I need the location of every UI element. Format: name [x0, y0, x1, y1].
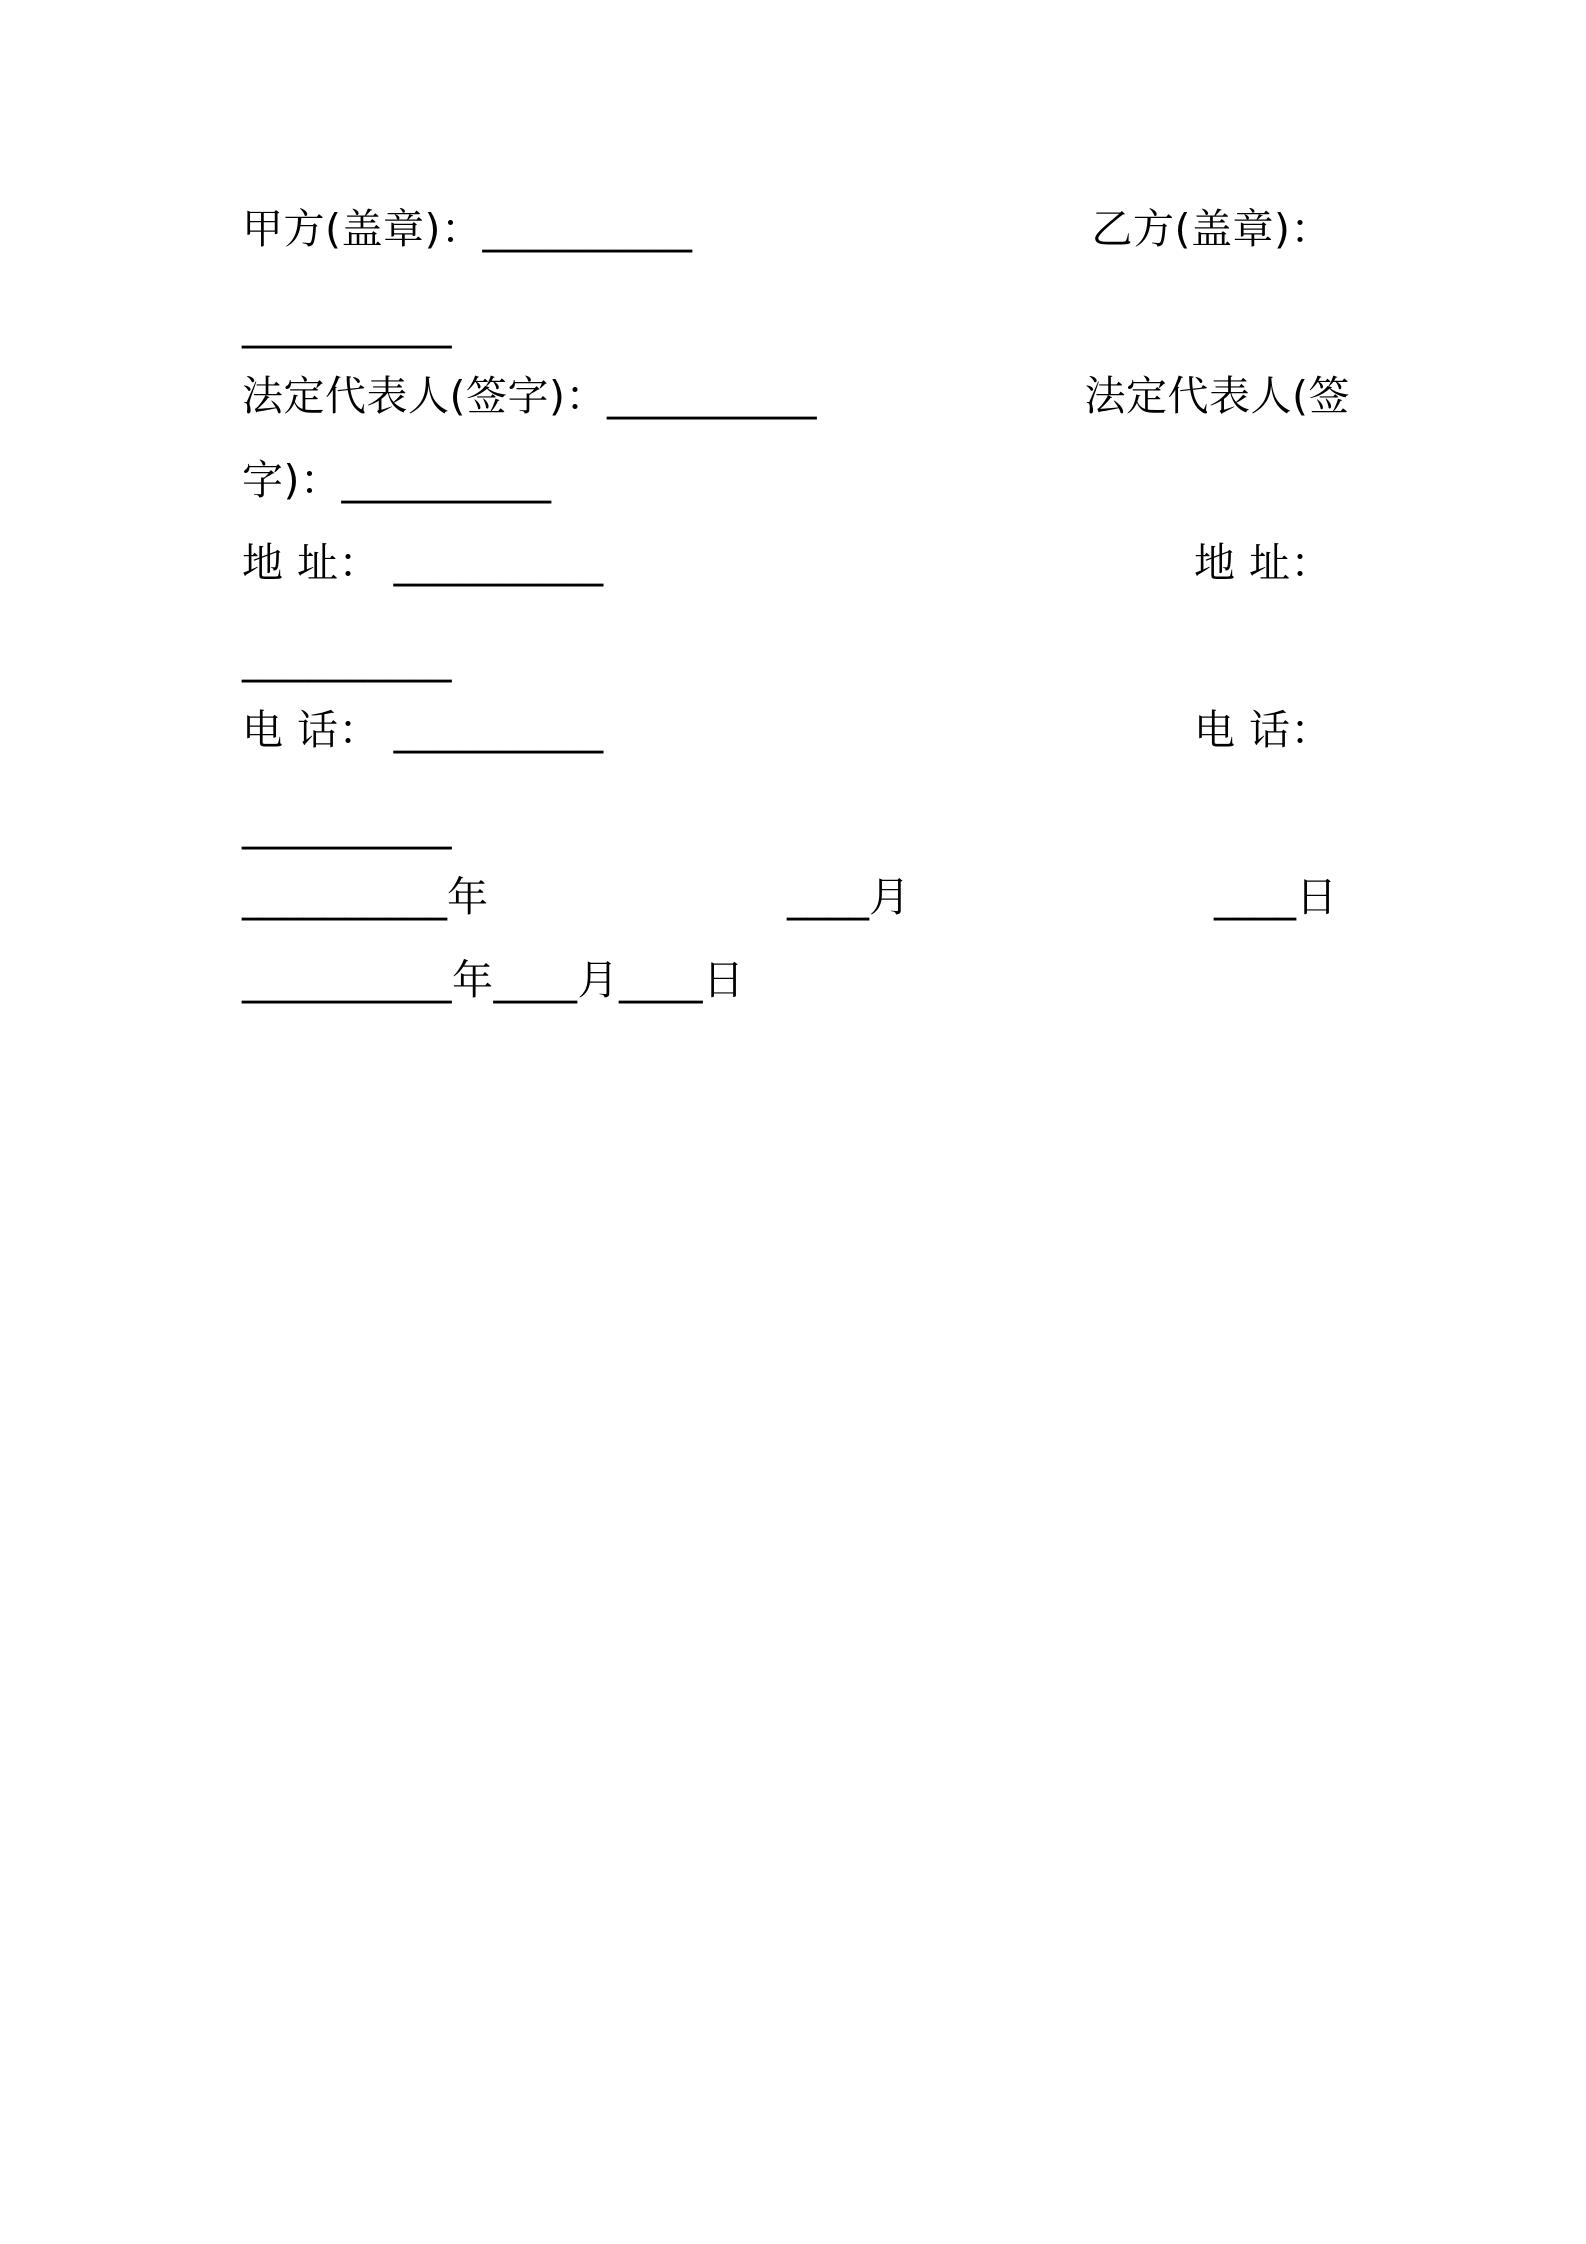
party-a-phone-line: 电 话： __________ [242, 706, 604, 754]
party-a-address-line: 地 址： __________ [242, 539, 604, 587]
party-b-representative-label-part1: 法定代表人(签 [1084, 372, 1350, 420]
party-b-phone-label: 电 话： [1193, 706, 1332, 754]
party-b-seal-label: 乙方(盖章)： [1091, 205, 1332, 253]
party-b-address-blank: __________ [242, 635, 452, 683]
date-row2: __________年____月____日 [242, 956, 745, 1004]
party-b-address-label: 地 址： [1193, 539, 1332, 587]
party-a-representative-line: 法定代表人(签字)：__________ [242, 372, 817, 420]
party-a-seal-line: 甲方(盖章)：__________ [242, 205, 693, 253]
date-row1-month: ____月 [787, 873, 910, 921]
party-b-seal-blank: __________ [242, 301, 452, 349]
party-b-phone-blank: __________ [242, 802, 452, 850]
party-b-representative-label-part2: 字)：__________ [242, 456, 552, 504]
date-row1-year: __________年 [242, 873, 488, 921]
date-row1-day: ____日 [1214, 873, 1337, 921]
